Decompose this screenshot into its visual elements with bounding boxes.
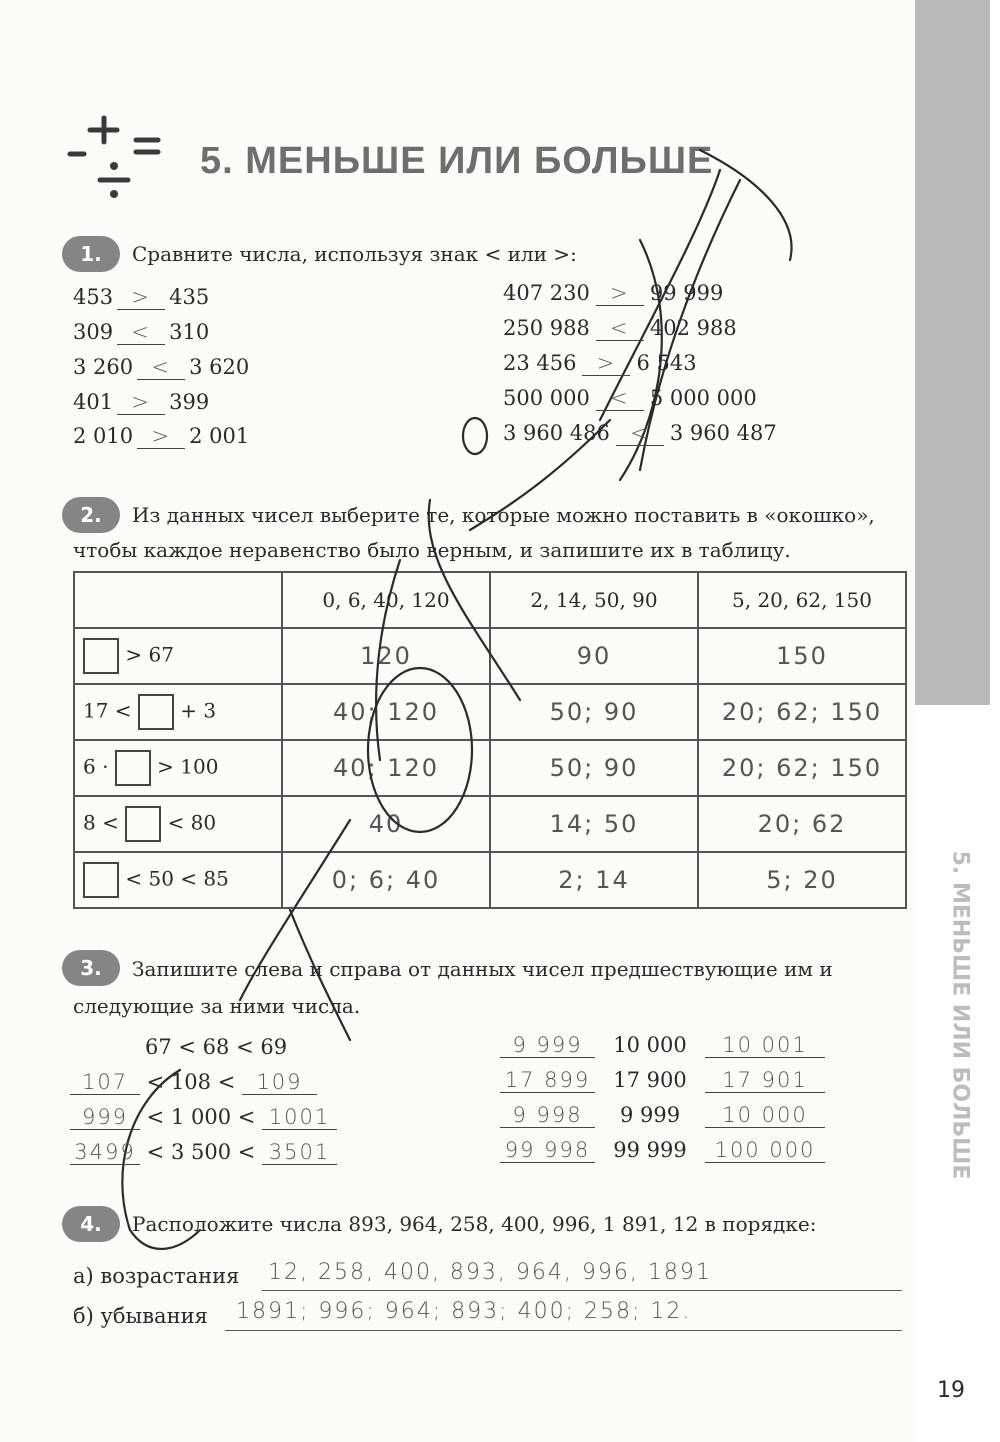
number: 310 bbox=[169, 320, 210, 344]
number: 67 < 68 < 69 bbox=[145, 1035, 288, 1059]
number: 453 bbox=[73, 285, 114, 309]
next-number: 3501 bbox=[262, 1140, 337, 1165]
number: 5 000 000 bbox=[649, 386, 757, 410]
inequality-cell: 17 < + 3 bbox=[74, 684, 282, 740]
number: 10 000 bbox=[613, 1033, 687, 1057]
neighbors-row bbox=[500, 1068, 825, 1093]
descending-answer: 1891; 996; 964; 893; 400; 258; 12. bbox=[236, 1299, 692, 1324]
answer-line bbox=[225, 1330, 902, 1331]
comparison-row bbox=[503, 316, 737, 341]
neighbors-row bbox=[145, 1035, 287, 1059]
answer-cell: 40; 120 bbox=[282, 740, 490, 796]
box-icon bbox=[83, 862, 119, 898]
comparison-row bbox=[73, 285, 209, 310]
number: 2 001 bbox=[189, 424, 250, 448]
header-cell: 5, 20, 62, 150 bbox=[698, 572, 906, 628]
task-badge: 3. bbox=[62, 950, 120, 986]
number: < 3 500 < bbox=[140, 1140, 263, 1164]
task-text: чтобы каждое неравенство было верным, и запишите их в таблицу. bbox=[73, 538, 791, 562]
previous-number: 999 bbox=[70, 1105, 140, 1130]
sign-answer: < bbox=[137, 355, 185, 380]
box-icon bbox=[125, 806, 161, 842]
neighbors-row bbox=[500, 1103, 825, 1128]
table-row bbox=[74, 852, 906, 908]
number: 407 230 bbox=[503, 281, 590, 305]
number: 3 260 bbox=[73, 355, 134, 379]
answer-cell: 5; 20 bbox=[698, 852, 906, 908]
task-text: следующие за ними числа. bbox=[73, 994, 361, 1018]
sign-answer: < bbox=[117, 320, 165, 345]
answer-cell: 50; 90 bbox=[490, 740, 698, 796]
neighbors-row bbox=[70, 1105, 337, 1130]
number: 500 000 bbox=[503, 386, 590, 410]
descending-label: б) убывания bbox=[73, 1304, 208, 1328]
answer-cell: 120 bbox=[282, 628, 490, 684]
comparison-row bbox=[503, 386, 757, 411]
sign-answer: > bbox=[117, 285, 165, 310]
task-badge: 4. bbox=[62, 1206, 120, 1242]
next-number: 17 901 bbox=[705, 1068, 825, 1093]
table-header-row bbox=[74, 572, 906, 628]
answer-cell: 20; 62; 150 bbox=[698, 684, 906, 740]
comparison-row bbox=[503, 351, 697, 376]
comparison-row bbox=[73, 424, 249, 449]
sign-answer: < bbox=[596, 316, 644, 341]
number: 99 999 bbox=[613, 1138, 687, 1162]
answer-cell: 90 bbox=[490, 628, 698, 684]
box-icon bbox=[115, 750, 151, 786]
task-text: Из данных чисел выберите те, которые можно поставить в «окошко», bbox=[132, 503, 875, 527]
sign-answer: > bbox=[596, 281, 644, 306]
previous-number: 9 998 bbox=[500, 1103, 595, 1128]
number: 435 bbox=[169, 285, 210, 309]
table-row bbox=[74, 684, 906, 740]
inequality-cell: 8 < < 80 bbox=[74, 796, 282, 852]
number: 3 620 bbox=[189, 355, 250, 379]
task-text: Сравните числа, используя знак < или >: bbox=[132, 242, 577, 266]
answer-cell: 40; 120 bbox=[282, 684, 490, 740]
ascending-answer: 12, 258, 400, 893, 964, 996, 1891 bbox=[268, 1260, 712, 1285]
answer-line bbox=[262, 1290, 902, 1291]
ascending-label: а) возрастания bbox=[73, 1264, 240, 1288]
inequality-cell: < 50 < 85 bbox=[74, 852, 282, 908]
previous-number: 107 bbox=[70, 1070, 140, 1095]
next-number: 1001 bbox=[262, 1105, 337, 1130]
number: 2 010 bbox=[73, 424, 134, 448]
task-badge: 1. bbox=[62, 236, 120, 272]
neighbors-row bbox=[70, 1070, 317, 1095]
number: 309 bbox=[73, 320, 114, 344]
number: 6 543 bbox=[636, 351, 697, 375]
previous-number: 17 899 bbox=[500, 1068, 595, 1093]
next-number: 10 001 bbox=[705, 1033, 825, 1058]
comparison-row bbox=[73, 320, 209, 345]
answer-cell: 20; 62; 150 bbox=[698, 740, 906, 796]
number: 250 988 bbox=[503, 316, 590, 340]
task-text: Запишите слева и справа от данных чисел предшествующие им и bbox=[132, 957, 833, 981]
number: 3 960 487 bbox=[669, 421, 777, 445]
side-label: 5. МЕНЬШЕ ИЛИ БОЛЬШЕ bbox=[947, 850, 973, 1180]
table-row bbox=[74, 628, 906, 684]
previous-number: 99 998 bbox=[500, 1138, 595, 1163]
number: < 1 000 < bbox=[140, 1105, 263, 1129]
neighbors-row bbox=[500, 1138, 825, 1163]
page-title: 5. МЕНЬШЕ ИЛИ БОЛЬШЕ bbox=[200, 140, 714, 182]
page-number: 19 bbox=[937, 1378, 965, 1403]
side-bar bbox=[915, 0, 990, 705]
number: 3 960 486 bbox=[503, 421, 610, 445]
answer-cell: 40 bbox=[282, 796, 490, 852]
number: 399 bbox=[169, 390, 210, 414]
answer-cell: 50; 90 bbox=[490, 684, 698, 740]
previous-number: 3499 bbox=[70, 1140, 140, 1165]
sign-answer: > bbox=[117, 390, 165, 415]
sign-answer: < bbox=[616, 421, 664, 446]
next-number: 109 bbox=[242, 1070, 317, 1095]
sign-answer: < bbox=[596, 386, 644, 411]
answer-cell: 0; 6; 40 bbox=[282, 852, 490, 908]
number: 99 999 bbox=[649, 281, 724, 305]
answer-cell: 2; 14 bbox=[490, 852, 698, 908]
table-row bbox=[74, 740, 906, 796]
answer-table bbox=[73, 571, 907, 909]
inequality-cell: > 67 bbox=[74, 628, 282, 684]
answer-cell: 14; 50 bbox=[490, 796, 698, 852]
number: 17 900 bbox=[613, 1068, 687, 1092]
answer-cell: 150 bbox=[698, 628, 906, 684]
neighbors-row bbox=[70, 1140, 337, 1165]
number: 23 456 bbox=[503, 351, 577, 375]
box-icon bbox=[138, 694, 174, 730]
sign-answer: > bbox=[582, 351, 630, 376]
header-cell: 0, 6, 40, 120 bbox=[282, 572, 490, 628]
next-number: 100 000 bbox=[705, 1138, 825, 1163]
task-text: Расположите числа 893, 964, 258, 400, 996, 1 891, 12 в порядке: bbox=[132, 1212, 817, 1236]
sign-answer: > bbox=[137, 424, 185, 449]
comparison-row bbox=[503, 421, 777, 446]
inequality-cell: 6 · > 100 bbox=[74, 740, 282, 796]
number: 401 bbox=[73, 390, 114, 414]
math-symbols-icon bbox=[62, 110, 172, 205]
number: 9 999 bbox=[619, 1103, 681, 1127]
neighbors-row bbox=[500, 1033, 825, 1058]
box-icon bbox=[83, 638, 119, 674]
previous-number: 9 999 bbox=[500, 1033, 595, 1058]
answer-cell: 20; 62 bbox=[698, 796, 906, 852]
next-number: 10 000 bbox=[705, 1103, 825, 1128]
header-cell: 2, 14, 50, 90 bbox=[490, 572, 698, 628]
comparison-row bbox=[73, 355, 249, 380]
header-cell bbox=[74, 572, 282, 628]
comparison-row bbox=[73, 390, 209, 415]
task-badge: 2. bbox=[62, 497, 120, 533]
comparison-row bbox=[503, 281, 723, 306]
table-row bbox=[74, 796, 906, 852]
number: < 108 < bbox=[140, 1070, 242, 1094]
number: 402 988 bbox=[649, 316, 737, 340]
